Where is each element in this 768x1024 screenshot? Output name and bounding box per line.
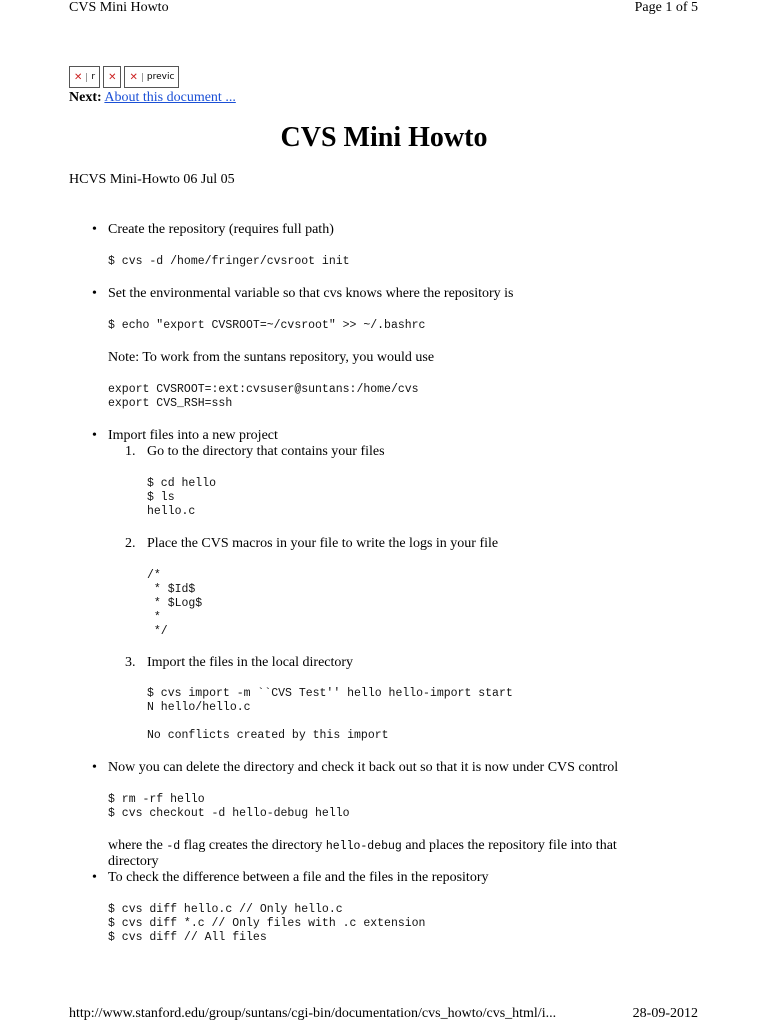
bullet-icon: • (92, 760, 97, 775)
code-block: $ echo "export CVSROOT=~/cvsroot" >> ~/.bashrc (108, 319, 426, 332)
text-fragment: and places the repository file into that (401, 838, 617, 853)
nav-contents-button[interactable] (103, 66, 121, 88)
text-fragment: where the (108, 838, 167, 853)
list-item (125, 536, 499, 552)
list-item (92, 222, 334, 238)
bullet-icon: • (92, 428, 97, 443)
bullet-icon: • (92, 222, 97, 237)
note-text: Note: To work from the suntans repository, you would use (108, 350, 435, 365)
code-block: $ cd hello $ ls hello.c (147, 477, 217, 518)
next-label: Next: (69, 90, 102, 105)
broken-image-icon: ✕ (108, 71, 117, 83)
code-block: $ rm -rf hello $ cvs checkout -d hello-debug hello (108, 793, 350, 820)
nav-previous-button[interactable] (124, 66, 179, 88)
code-block: No conflicts created by this import (147, 729, 389, 742)
list-item-text: Create the repository (requires full path) (108, 222, 334, 237)
page-number: Page 1 of 5 (634, 0, 698, 15)
text-fragment: flag creates the directory (180, 838, 326, 853)
list-number: 2. (125, 536, 136, 551)
explanation-text (108, 838, 708, 855)
nav-bar (69, 66, 179, 88)
list-item-text: Import files into a new project (108, 428, 278, 443)
broken-image-icon: ✕ (74, 71, 83, 83)
list-number: 3. (125, 655, 136, 670)
code-block: $ cvs -d /home/fringer/cvsroot init (108, 255, 350, 268)
list-item-text: To check the difference between a file and the files in the repository (108, 870, 489, 885)
list-item-text: Now you can delete the directory and check it back out so that it is now under CVS control (108, 760, 619, 775)
subtitle: HCVS Mini-Howto 06 Jul 05 (69, 172, 235, 187)
footer-url: http://www.stanford.edu/group/suntans/cgi-bin/documentation/cvs_howto/cvs_html/i... (69, 1006, 557, 1021)
list-item (92, 428, 278, 444)
next-nav (69, 90, 236, 106)
nav-button-label: r (91, 72, 96, 82)
inline-code: -d (166, 840, 181, 853)
footer-date: 28-09-2012 (632, 1006, 698, 1021)
list-number: 1. (125, 444, 136, 459)
list-item (125, 655, 354, 671)
next-link[interactable]: About this document ... (104, 90, 236, 105)
code-block: $ cvs diff hello.c // Only hello.c $ cvs diff *.c // Only files with .c extension $ cvs diff // All files (108, 903, 426, 944)
code-block: $ cvs import -m ``CVS Test'' hello hello-import start N hello/hello.c (147, 687, 513, 714)
bullet-icon: • (92, 870, 97, 885)
bullet-icon: • (92, 286, 97, 301)
list-item-text: Set the environmental variable so that cvs knows where the repository is (108, 286, 514, 301)
list-item (92, 286, 514, 302)
list-item (125, 444, 385, 460)
list-item-text: Go to the directory that contains your files (147, 444, 385, 459)
nav-button-label: previc (146, 72, 175, 82)
list-item-text: Place the CVS macros in your file to write the logs in your file (147, 536, 499, 551)
list-item (92, 760, 619, 776)
page-title: CVS Mini Howto (280, 122, 488, 153)
list-item (92, 870, 489, 886)
nav-up-button[interactable] (69, 66, 100, 88)
code-block: export CVSROOT=:ext:cvsuser@suntans:/home/cvs export CVS_RSH=ssh (108, 383, 419, 410)
inline-code: hello-debug (325, 840, 402, 853)
header-title: CVS Mini Howto (69, 0, 169, 15)
code-block: /* * $Id$ * $Log$ * */ (147, 569, 203, 638)
broken-image-icon: ✕ (129, 71, 138, 83)
explanation-text-cont: directory (108, 854, 159, 869)
list-item-text: Import the files in the local directory (147, 655, 354, 670)
